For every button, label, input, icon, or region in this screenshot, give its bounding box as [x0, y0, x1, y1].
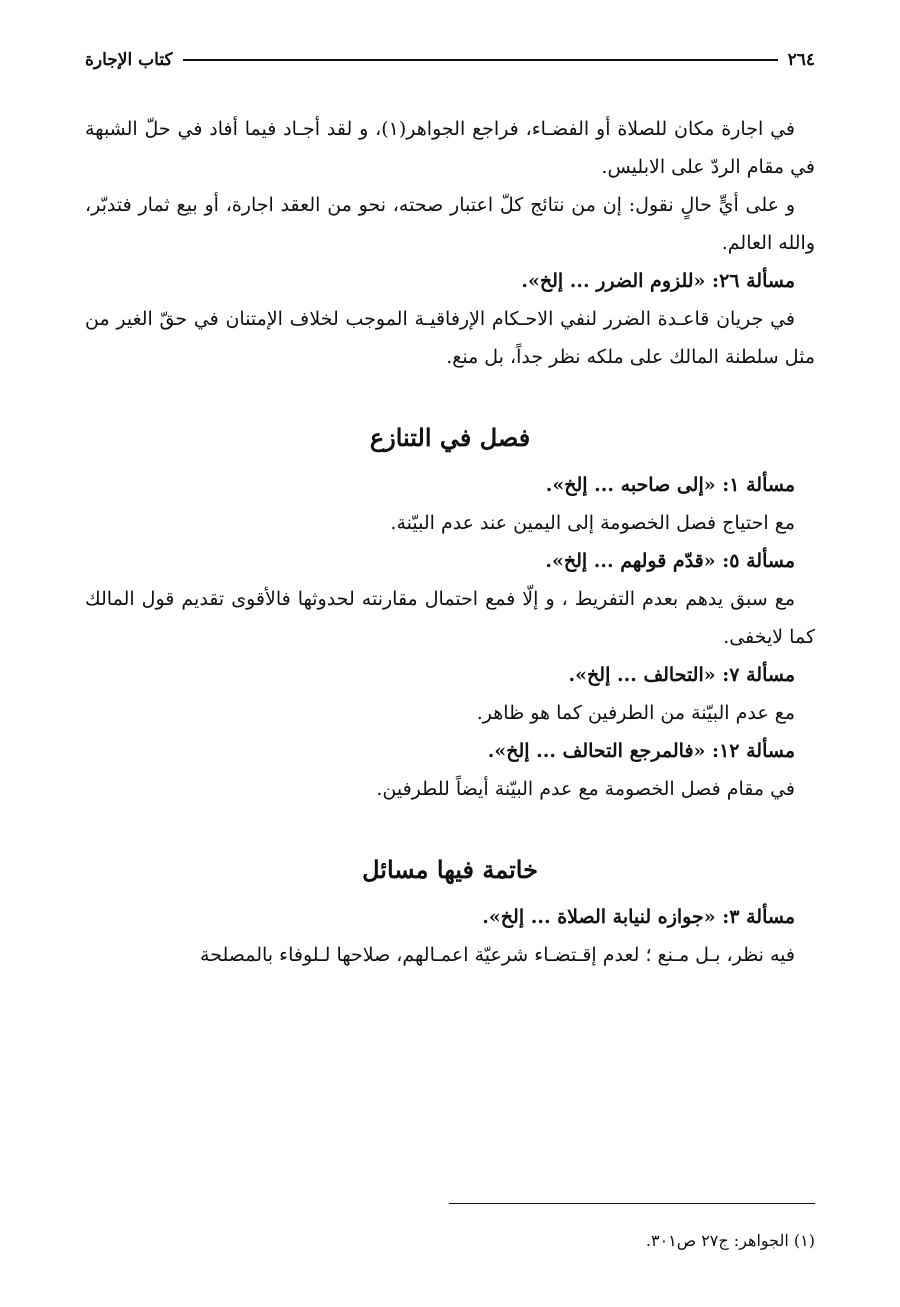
page	[85, 40, 815, 1270]
header-rule	[183, 59, 778, 61]
paragraph: في اجارة مكان للصلاة أو الفضـاء، فراجع الجواهر(١)، و لقد أجـاد فيما أفاد في حلّ الشبهة في مقام الردّ على الابليس.	[85, 118, 815, 178]
masala-heading: مسألة ٣: «جوازه لنيابة الصلاة ... إلخ».	[482, 906, 795, 928]
footnote: (١) الجواهر: ج٢٧ ص٣٠١.	[645, 1231, 815, 1250]
paragraph: في جريان قاعـدة الضرر لنفي الاحـكام الإرفاقيـة الموجب لخلاف الإمتنان في حقّ الغير من مثل سلطنة المالك على ملكه نظر جداً، بل منع.	[85, 308, 815, 368]
footnote-rule	[449, 1203, 815, 1204]
paragraph: مع احتياج فصل الخصومة إلى اليمين عند عدم البيّنة.	[390, 512, 795, 534]
body-text	[85, 110, 815, 974]
page-number: ٢٦٤	[787, 50, 815, 70]
paragraph: في مقام فصل الخصومة مع عدم البيّنة أيضاً للطرفين.	[376, 778, 795, 800]
paragraph: مع سبق يدهم بعدم التفريط ، و إلّا فمع احتمال مقارنته لحدوثها فالأقوى تقديم قول المالك كما لايخفى.	[85, 588, 815, 648]
book-title: كتاب الإجارة	[85, 50, 173, 70]
masala-heading: مسألة ١: «إلى صاحبه ... إلخ».	[545, 474, 795, 496]
paragraph: مع عدم البيّنة من الطرفين كما هو ظاهر.	[476, 702, 795, 724]
masala-heading: مسألة ١٢: «فالمرجع التحالف ... إلخ».	[487, 740, 795, 762]
masala-heading: مسألة ٧: «التحالف ... إلخ».	[568, 664, 795, 686]
section-title: خاتمة فيها مسائل	[362, 855, 538, 884]
section-title: فصل في التنازع	[369, 423, 531, 452]
paragraph: و على أيٍّ حالٍ نقول: إن من نتائج كلّ اعتبار صحته، نحو من العقد اجارة، أو بيع ثمار فتدبّر، والله العالم.	[85, 194, 815, 254]
masala-heading: مسألة ٢٦: «للزوم الضرر ... إلخ».	[521, 270, 795, 292]
masala-heading: مسألة ٥: «قدّم قولهم ... إلخ».	[545, 550, 795, 572]
running-header	[85, 40, 815, 80]
paragraph: فيه نظر، بـل مـنع ؛ لعدم إقـتضـاء شرعيّة اعمـالهم، صلاحها لـلوفاء بالمصلحة	[200, 944, 795, 966]
